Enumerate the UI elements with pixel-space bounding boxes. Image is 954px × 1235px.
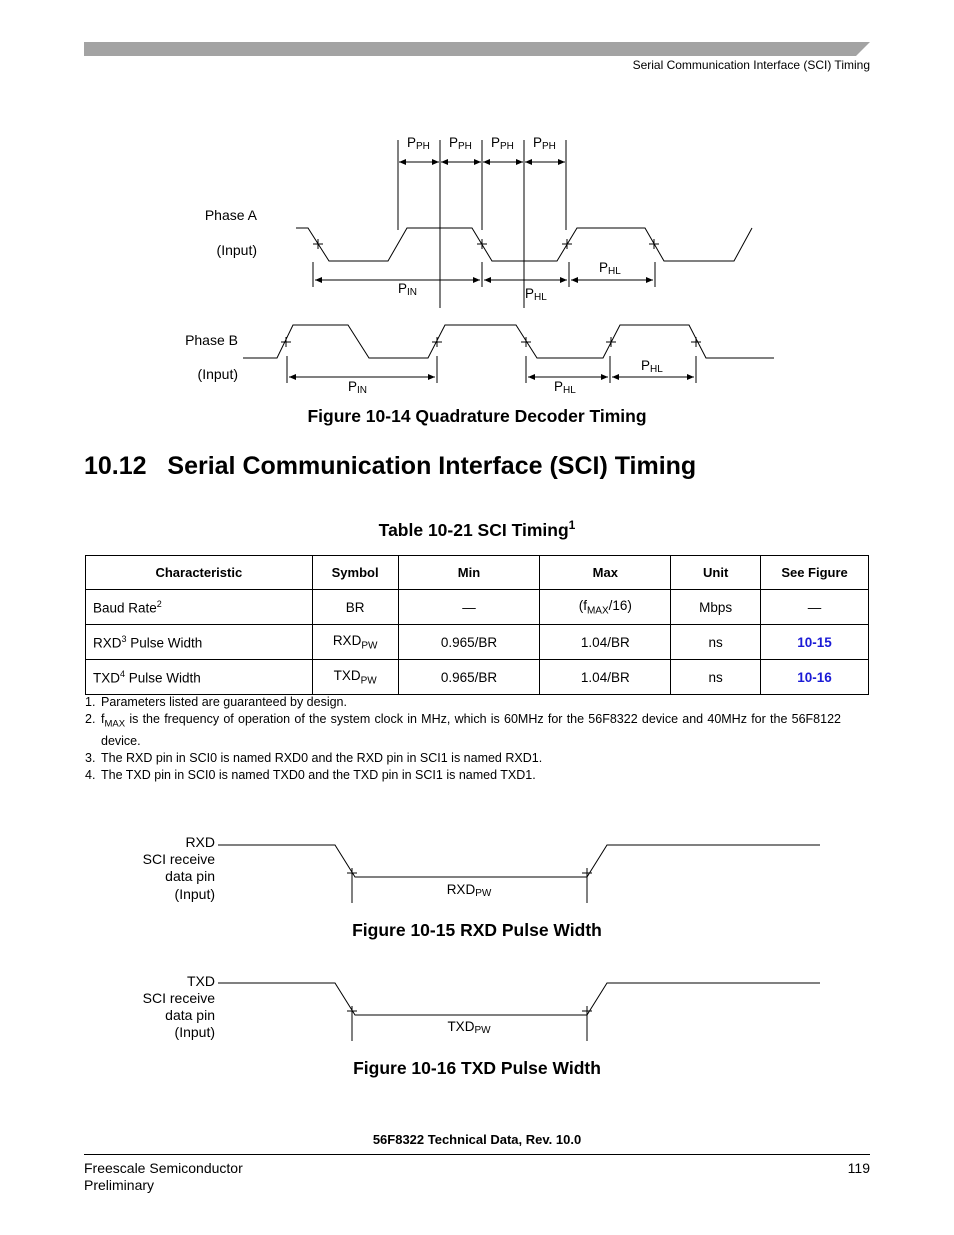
cell-see-figure	[761, 625, 869, 660]
note-2: 2. $f_{MAX}$ is the frequency of operation of the system clock in MHz, which is 60MHz for the 56F8322 device and 40MHz for the 56F8122 device.	[85, 712, 841, 748]
cell-max: 1.04/BR	[540, 660, 671, 695]
cell-symbol: BR	[312, 590, 398, 625]
pph-label-2: PPH	[449, 135, 472, 152]
figure-15-caption: Figure 10-15 RXD Pulse Width	[352, 920, 602, 940]
figure-14-caption: Figure 10-14 Quadrature Decoder Timing	[307, 406, 647, 426]
rxd-pw-label: RXDPW	[446, 882, 492, 899]
cell-min: 0.965/BR	[398, 625, 540, 660]
txd-label-line-1: TXD	[187, 973, 215, 989]
phase-b-label: Phase B	[185, 332, 238, 348]
pph-label-1: PPH	[407, 135, 430, 152]
footer-company: Freescale Semiconductor	[84, 1160, 243, 1176]
phase-a-label: Phase A	[204, 207, 257, 223]
note-3: 3. The RXD pin in SCI0 is named RXD0 and the RXD pin in SCI1 is named RXD1.	[85, 750, 543, 765]
rxd-pulse-diagram	[0, 825, 954, 910]
col-symbol: Symbol	[312, 556, 398, 590]
quadrature-timing-diagram	[0, 120, 954, 410]
pph-label-4: PPH	[533, 135, 556, 152]
col-characteristic: Characteristic	[86, 556, 313, 590]
note-1: 1. Parameters listed are guaranteed by design.	[85, 695, 347, 709]
phl-label-a2: PHL	[599, 260, 621, 277]
cell-characteristic: TXD$^4$ Pulse Width	[86, 660, 313, 695]
cell-characteristic: RXD$^3$ Pulse Width	[86, 625, 313, 660]
col-see-figure: See Figure	[761, 556, 869, 590]
table-row	[86, 625, 869, 660]
cell-max: 1.04/BR	[540, 625, 671, 660]
txd-pulse-diagram	[0, 963, 954, 1048]
cell-min: 0.965/BR	[398, 660, 540, 695]
cell-unit: Mbps	[671, 590, 761, 625]
cell-symbol: $RXD_{PW}$	[312, 625, 398, 660]
col-max: Max	[540, 556, 671, 590]
footer-divider	[84, 1154, 870, 1155]
figure-16-caption: Figure 10-16 TXD Pulse Width	[353, 1058, 601, 1078]
txd-label-line-4: (Input)	[174, 1024, 215, 1040]
rxd-label-line-2: SCI receive	[142, 851, 215, 867]
note-4: 4. The TXD pin in SCI0 is named TXD0 and the TXD pin in SCI1 is named TXD1.	[85, 767, 536, 782]
pin-label-a: PIN	[398, 281, 418, 298]
footer-doc-title: 56F8322 Technical Data, Rev. 10.0	[372, 1132, 582, 1147]
figure-10-15-link[interactable]: 10-15	[797, 634, 832, 650]
phase-a-input-label: (Input)	[216, 242, 257, 258]
cell-max: $(f_{MAX}/16)$	[540, 590, 671, 625]
header-bar	[84, 42, 870, 56]
phl-label-a1: PHL	[525, 286, 547, 303]
figure-10-16-link[interactable]: 10-16	[797, 669, 832, 685]
pin-label-b: PIN	[348, 379, 368, 396]
rxd-label-line-1: RXD	[185, 834, 215, 850]
footer-status: Preliminary	[84, 1177, 155, 1193]
cell-unit: ns	[671, 625, 761, 660]
cell-characteristic: Baud Rate$^2$	[86, 590, 313, 625]
table-title: Table 10-21 SCI Timing$^1$	[378, 518, 576, 540]
cell-unit: ns	[671, 660, 761, 695]
phl-label-b2: PHL	[641, 358, 663, 375]
table-row	[86, 590, 869, 625]
cell-see-figure	[761, 660, 869, 695]
cell-symbol: $TXD_{PW}$	[312, 660, 398, 695]
txd-pw-label: TXDPW	[447, 1019, 491, 1036]
table-notes	[85, 694, 841, 784]
table-header-row	[86, 556, 869, 590]
sci-timing-table	[85, 555, 869, 695]
col-unit: Unit	[671, 556, 761, 590]
cell-see-figure: —	[761, 590, 869, 625]
table-row	[86, 660, 869, 695]
section-title: 10.12 Serial Communication Interface (SCI) Timing	[84, 452, 697, 480]
header-section-ref: Serial Communication Interface (SCI) Timing	[632, 58, 870, 72]
footer-page-number: 119	[847, 1160, 870, 1176]
cell-min: —	[398, 590, 540, 625]
phl-label-b1: PHL	[554, 379, 576, 396]
rxd-label-line-3: data pin	[165, 868, 215, 884]
rxd-label-line-4: (Input)	[174, 886, 215, 902]
txd-label-line-2: SCI receive	[142, 990, 215, 1006]
phase-b-input-label: (Input)	[197, 366, 238, 382]
pph-label-3: PPH	[491, 135, 514, 152]
footer-left	[84, 1160, 243, 1194]
col-min: Min	[398, 556, 540, 590]
txd-label-line-3: data pin	[165, 1007, 215, 1023]
